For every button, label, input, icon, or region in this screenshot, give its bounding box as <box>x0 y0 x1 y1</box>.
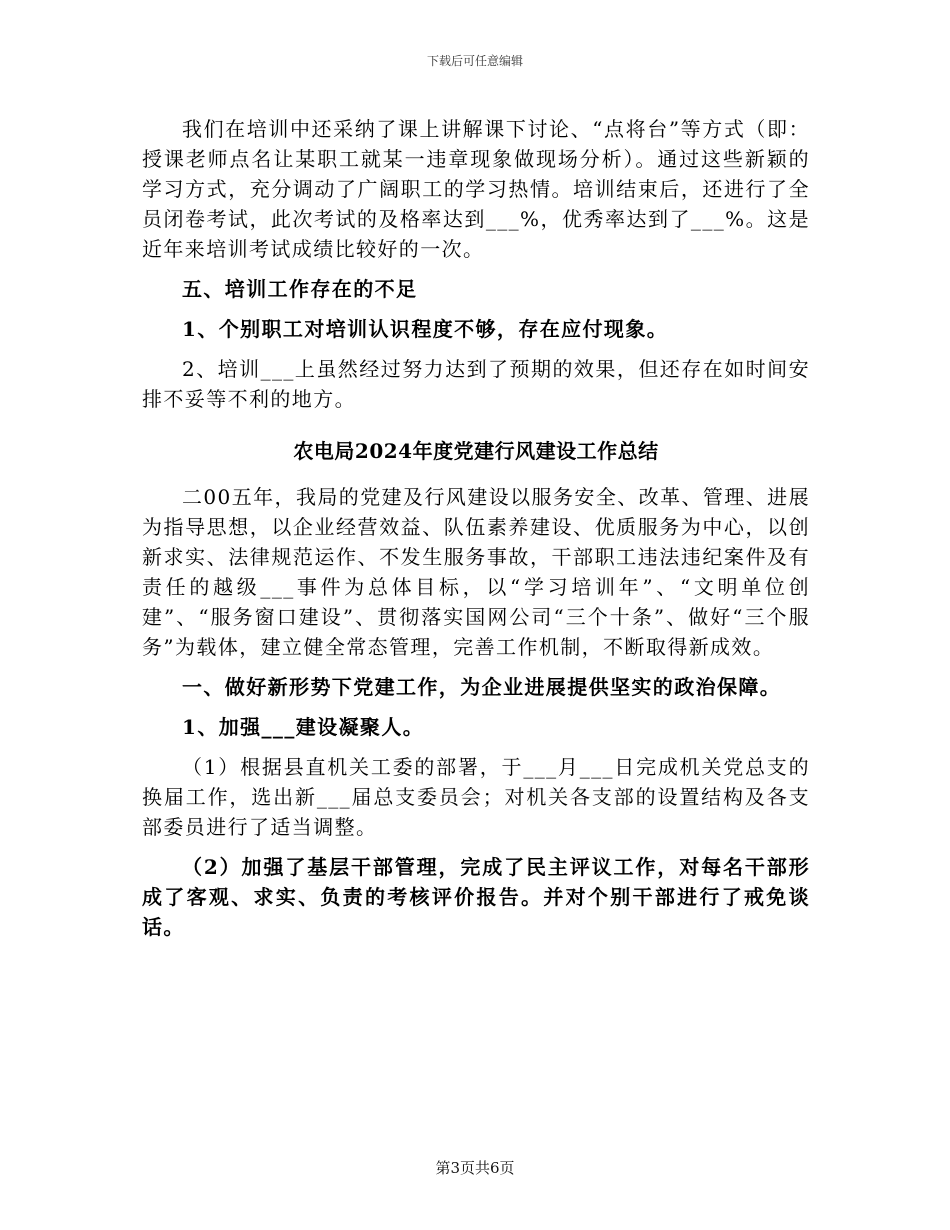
section-heading-shortcomings: 五、培训工作存在的不足 <box>182 277 418 301</box>
document-body <box>142 114 810 952</box>
paragraph-training-methods: 我们在培训中还采纳了课上讲解课下讨论、“点将台”等方式（即：授课老师点名让某职工就某一违章现象做现场分析）。通过这些新颖的学习方式，充分调动了广阔职工的学习热情。培训结束后，还进行了全员闭卷考试，此次考试的及格率达到___%，优秀率达到了___%。这是近年来培训考试成绩比较好的一次。 <box>142 117 810 261</box>
shortcoming-item-1: 1、个别职工对培训认识程度不够，存在应付现象。 <box>182 317 669 341</box>
shortcoming-item-2: 2、培训___上虽然经过努力达到了预期的效果，但还存在如时间安排不妥等不利的地方。 <box>142 357 810 411</box>
document-title: 农电局2024年度党建行风建设工作总结 <box>293 439 659 463</box>
subheading-strengthen: 1、加强___建设凝聚人。 <box>182 715 425 739</box>
section-heading-party-building: 一、做好新形势下党建工作，为企业进展提供坚实的政治保障。 <box>182 675 782 699</box>
paragraph-item-2: （2）加强了基层干部管理，完成了民主评议工作，对每名干部形成了客观、求实、负责的考核评价报告。并对个别干部进行了戒免谈话。 <box>142 855 810 939</box>
page-number: 第3页共6页 <box>435 1159 515 1177</box>
page-header: 下载后可任意编辑 <box>426 54 523 68</box>
paragraph-item-1: （1）根据县直机关工委的部署，于___月___日完成机关党总支的换届工作，选出新___届总支委员会；对机关各支部的设置结构及各支部委员进行了适当调整。 <box>142 755 810 839</box>
paragraph-overview: 二00五年，我局的党建及行风建设以服务安全、改革、管理、进展为指导思想，以企业经营效益、队伍素养建设、优质服务为中心，以创新求实、法律规范运作、不发生服务事故，干部职工违法违纪案件及有责任的越级___事件为总体目标，以“学习培训年”、“文明单位创建”、“服务窗口建设”、贯彻落实国网公司“三个十条”、做好“三个服务”为载体，建立健全常态管理，完善工作机制，不断取得新成效。 <box>142 485 810 659</box>
